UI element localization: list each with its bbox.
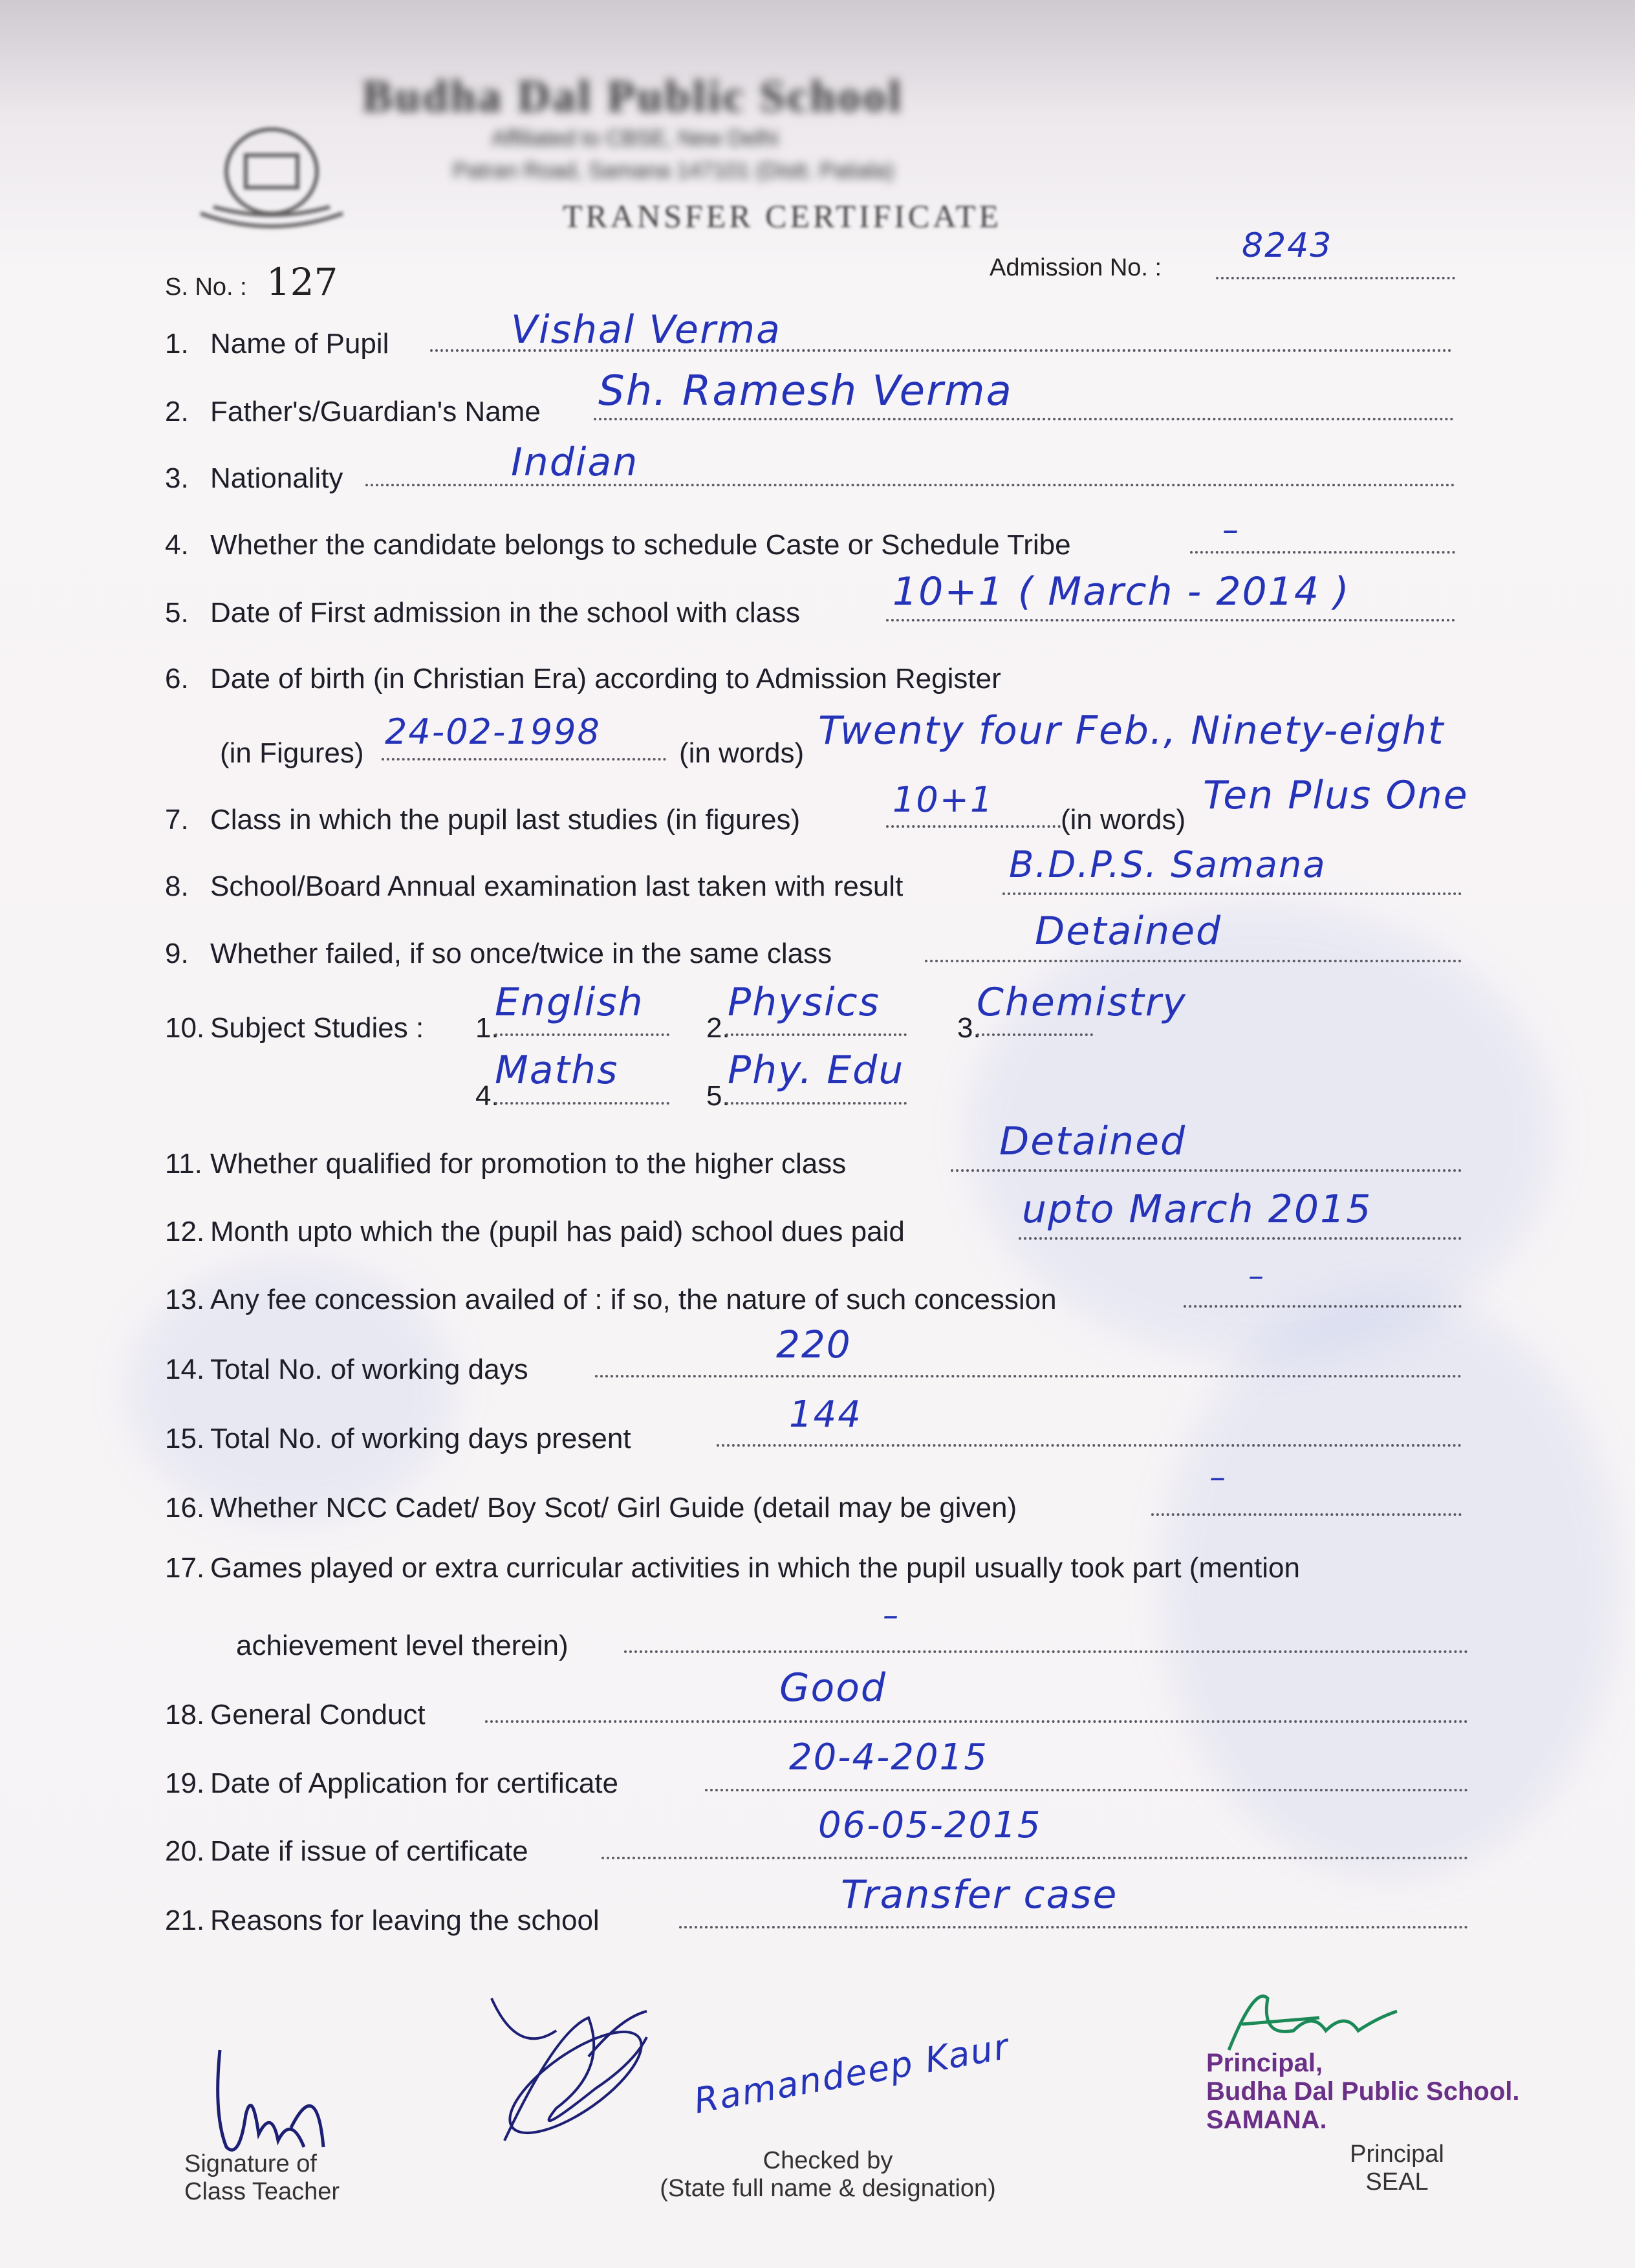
subject-3: Chemistry (977, 980, 1187, 1025)
principal-seal-label: Principal SEAL (1350, 2141, 1444, 2196)
serial-number-value: 127 (266, 260, 338, 304)
dob-figures-label: (in Figures) (220, 737, 364, 769)
subject-4: Maths (495, 1048, 619, 1093)
class-teacher-label: Signature of Class Teacher (184, 2150, 340, 2205)
school-affiliation: Affiliated to CBSE, New Delhi (492, 126, 779, 151)
issue-date-value: 06-05-2015 (818, 1804, 1042, 1846)
subject-2: Physics (728, 980, 880, 1025)
ncc-value: – (1209, 1458, 1227, 1496)
admission-number (990, 254, 1162, 282)
last-class-figures-value: 10+1 (893, 779, 994, 820)
admission-number-value: 8243 (1242, 226, 1333, 265)
checked-by-handwritten-name: Ramandeep Kaur (691, 2025, 1013, 2122)
field-dues-paid: 12. Month upto which the (pupil has paid) school dues paid (165, 1216, 905, 1247)
days-present-value: 144 (789, 1394, 862, 1436)
field-fee-concession: 13. Any fee concession availed of : if so, the nature of such concession (165, 1284, 1057, 1315)
games-label-cont: achievement level therein) (236, 1630, 568, 1661)
field-application-date: 19. Date of Application for certificate (165, 1767, 618, 1799)
serial-number-label: S. No. : (165, 274, 247, 301)
field-nationality: 3. Nationality (165, 462, 343, 494)
admission-number-label: Admission No. : (990, 254, 1162, 281)
dues-paid-value: upto March 2015 (1022, 1187, 1372, 1232)
field-guardian-name: 2. Father's/Guardian's Name (165, 396, 541, 427)
field-issue-date: 20. Date if issue of certificate (165, 1835, 528, 1867)
application-date-value: 20-4-2015 (789, 1736, 988, 1778)
field-leaving-reason: 21. Reasons for leaving the school (165, 1905, 600, 1936)
promotion-value: Detained (999, 1119, 1187, 1164)
dob-figures-value: 24-02-1998 (385, 711, 601, 752)
field-date-of-birth: 6. Date of birth (in Christian Era) according to Admission Register (165, 663, 1001, 695)
serial-number (165, 260, 338, 304)
school-name: Budha Dal Public School (362, 72, 904, 122)
caste-value: – (1222, 511, 1240, 548)
field-promotion: 11. Whether qualified for promotion to the higher class (165, 1148, 847, 1180)
last-class-words-value: Ten Plus One (1203, 773, 1469, 818)
checked-by-label: Checked by (State full name & designation) (660, 2147, 996, 2202)
working-days-value: 220 (776, 1323, 852, 1366)
pupil-name-value: Vishal Verma (511, 307, 781, 352)
last-exam-value: B.D.P.S. Samana (1009, 844, 1326, 886)
field-last-class: 7. Class in which the pupil last studies (in figures) (165, 804, 801, 836)
dob-words-label: (in words) (679, 737, 805, 769)
fee-concession-value: – (1248, 1258, 1265, 1294)
field-working-days: 14. Total No. of working days (165, 1354, 528, 1385)
field-subjects: 10. Subject Studies : (165, 1012, 424, 1044)
school-address: Patran Road, Samana 147101 (Distt. Patiala) (453, 158, 894, 183)
school-emblem-icon (175, 116, 369, 246)
field-games: 17. Games played or extra curricular activities in which the pupil usually took part (mention (165, 1552, 1300, 1584)
document-title: TRANSFER CERTIFICATE (563, 198, 1002, 234)
field-failed: 9. Whether failed, if so once/twice in the same class (165, 938, 832, 969)
field-ncc: 16. Whether NCC Cadet/ Boy Scot/ Girl Guide (detail may be given) (165, 1492, 1017, 1524)
leaving-reason-value: Transfer case (841, 1872, 1118, 1917)
first-admission-value: 10+1 ( March - 2014 ) (893, 569, 1350, 614)
games-value: – (883, 1597, 900, 1634)
conduct-value: Good (779, 1665, 887, 1711)
field-name-of-pupil: 1. Name of Pupil (165, 328, 389, 360)
checked-by-signature (479, 1992, 673, 2160)
class-teacher-signature (194, 2037, 362, 2166)
field-caste: 4. Whether the candidate belongs to schedule Caste or Schedule Tribe (165, 529, 1071, 561)
field-days-present: 15. Total No. of working days present (165, 1423, 631, 1454)
field-first-admission: 5. Date of First admission in the school with class (165, 597, 801, 629)
subject-1: English (495, 980, 644, 1025)
school-seal-stamp: Principal, Budha Dal Public School. SAMANA. (1206, 2049, 1520, 2134)
field-last-exam: 8. School/Board Annual examination last taken with result (165, 870, 904, 902)
guardian-name-value: Sh. Ramesh Verma (598, 367, 1013, 415)
dob-words-value: Twenty four Feb., Ninety-eight (818, 708, 1445, 753)
field-conduct: 18. General Conduct (165, 1699, 426, 1731)
nationality-value: Indian (511, 440, 639, 485)
subject-5: Phy. Edu (728, 1048, 905, 1093)
failed-value: Detained (1035, 909, 1222, 954)
last-class-words-label: (in words) (1061, 804, 1186, 836)
certificate-page: Budha Dal Public School Affiliated to CBSE, New Delhi Patran Road, Samana 147101 (Distt. Patiala) TRANSFER CERTIFICATE S. No. : 127 Admission No. : 8243 1. Name of Pupil Vishal Verma 2. Father's/Guardian's Name Sh. Ramesh Verma 3. Nationality Indian 4. Whether the candidate belongs to schedule Caste or Schedule Tribe – 5. Date of First admission in the school with class 10+1 ( March - 2014 ) 6. Date of birth (in Christian Era) according to Admission Register (in Figures) 24-02-1998 (in words) Twenty four Feb., Ninety-eight 7. Class in which the pupil last studies (in figures) 10+1 (in words) Ten Plus One 8. School/Board Annual examination last taken with result B.D.P.S. Samana 9. Whether failed, if so once/twice in the same class Detained 10. Subject Studies : 1. English 2. Physics 3. Chemistry 4. Maths 5. Phy. Edu 11. Whether qualified for promotion to the higher class Detained 12. Month upto which the (pupil has paid) school dues paid upto March 2015 13. Any fee concession availed of : if so, the nature of such concession – 14. Total No. of working days 220 15. Total No. of working days present 144 16. Whether NCC Cadet/ Boy Scot/ Girl Guide (detail may be given) – 17. Games played or extra curricular activities in which the pupil usually took part (mention achievement level therein) – 18. General Conduct Good 19. Date of Application for certificate 20-4-2015 20. Date if issue of certificate 06-05-2015 21. Reasons for leaving the school Transfer case Signature of Class Teacher Ramandeep Kaur Checked by (State full name & designation) Principal, Budha Dal Public School. SAMANA. Principal SEAL (0, 0, 1635, 2268)
